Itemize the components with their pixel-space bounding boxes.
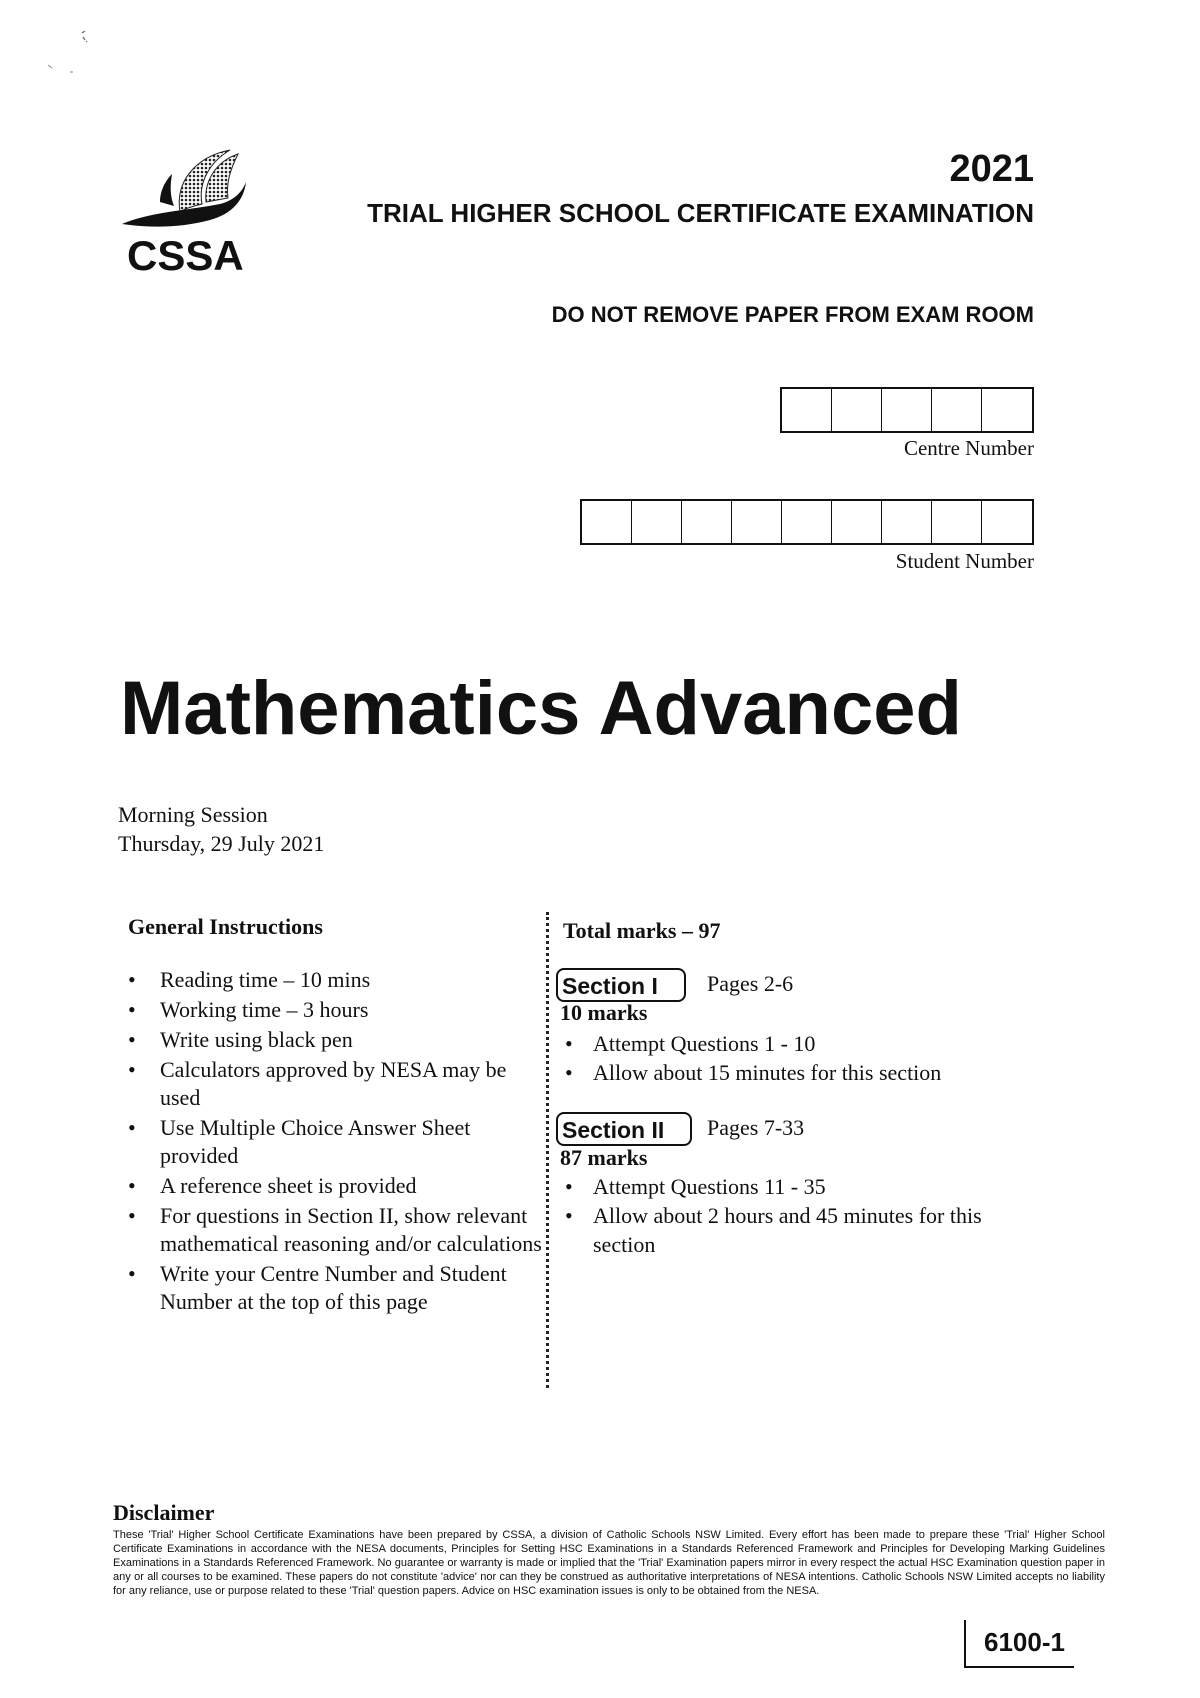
list-item: • Calculators approved by NESA may be used	[128, 1057, 507, 1110]
paper-code: 6100-1	[984, 1627, 1065, 1657]
centre-number-cell[interactable]	[982, 389, 1032, 431]
list-item: • Attempt Questions 1 - 10	[565, 1031, 816, 1056]
list-item: • Use Multiple Choice Answer Sheet provided	[128, 1115, 471, 1168]
student-number-cell[interactable]	[732, 501, 782, 543]
session-name: Morning Session	[118, 802, 268, 827]
total-marks: Total marks – 97	[563, 918, 721, 943]
section-2-marks: 87 marks	[560, 1145, 648, 1170]
subject-title: Mathematics Advanced	[120, 666, 962, 751]
list-item: • For questions in Section II, show relevant mathematical reasoning and/or calculations	[128, 1203, 542, 1256]
student-number-cell[interactable]	[832, 501, 882, 543]
centre-number-cell[interactable]	[932, 389, 982, 431]
centre-number-boxes[interactable]	[780, 387, 1034, 433]
section-1-list	[563, 1029, 1003, 1087]
exam-year: 2021	[949, 148, 1034, 190]
list-item: • Allow about 15 minutes for this section	[565, 1060, 942, 1085]
section-2-list	[563, 1172, 1003, 1259]
section-2-badge: Section II	[556, 1112, 692, 1146]
list-item: • Write using black pen	[128, 1027, 353, 1052]
student-number-cell[interactable]	[582, 501, 632, 543]
student-number-cell[interactable]	[632, 501, 682, 543]
student-number-cell[interactable]	[682, 501, 732, 543]
centre-number-label: Centre Number	[903, 436, 1034, 460]
section-1-badge: Section I	[556, 968, 686, 1002]
general-instructions-list	[128, 966, 548, 1318]
list-item: • Reading time – 10 mins	[128, 967, 371, 992]
session-info	[118, 800, 324, 858]
scan-marks	[40, 25, 100, 80]
student-number-cell[interactable]	[782, 501, 832, 543]
student-number-cell[interactable]	[932, 501, 982, 543]
disclaimer-heading: Disclaimer	[113, 1500, 215, 1525]
column-divider	[546, 912, 549, 1388]
centre-number-cell[interactable]	[882, 389, 932, 431]
centre-number-cell[interactable]	[832, 389, 882, 431]
list-item: • Write your Centre Number and Student Number at the top of this page	[128, 1261, 507, 1314]
list-item: • Allow about 2 hours and 45 minutes for this section	[565, 1203, 982, 1257]
section-1-marks: 10 marks	[560, 1000, 648, 1025]
exam-title: TRIAL HIGHER SCHOOL CERTIFICATE EXAMINATION	[367, 198, 1034, 228]
student-number-label: Student Number	[895, 549, 1034, 573]
disclaimer-text: These 'Trial' Higher School Certificate Examinations have been prepared by CSSA, a division of Catholic Schools NSW Limited. Every effort has been made to prepare these 'Trial' Higher School Certificate Examinations in accordance with the NESA documents, Principles for Setting HSC Examinations in a Standards Referenced Framework and Principles for Developing Marking Guidelines Examinations in a Standards Referenced Framework. No guarantee or warranty is made or implied that the 'Trial' Examination papers mirror in every respect the actual HSC Examination question paper in any or all courses to be examined. These papers do not constitute 'advice' nor can they be construed as authoritative interpretations of NESA intentions. Catholic Schools NSW Limited accepts no liability for any reliance, use or purpose related to these 'Trial' question papers. Advice on HSC examination issues is only to be obtained from the NESA.	[113, 1529, 1105, 1597]
general-instructions-heading: General Instructions	[128, 914, 323, 939]
section-2-pages: Pages 7-33	[707, 1115, 805, 1140]
list-item: • Working time – 3 hours	[128, 997, 369, 1022]
section-1-pages: Pages 2-6	[707, 971, 794, 996]
logo-text: CSSA	[127, 232, 244, 279]
centre-number-cell[interactable]	[782, 389, 832, 431]
session-date: Thursday, 29 July 2021	[118, 831, 325, 856]
student-number-cell[interactable]	[982, 501, 1032, 543]
student-number-cell[interactable]	[882, 501, 932, 543]
student-number-boxes[interactable]	[580, 499, 1034, 545]
exam-room-notice: DO NOT REMOVE PAPER FROM EXAM ROOM	[551, 302, 1034, 327]
list-item: • Attempt Questions 11 - 35	[565, 1174, 826, 1199]
list-item: • A reference sheet is provided	[128, 1173, 417, 1198]
